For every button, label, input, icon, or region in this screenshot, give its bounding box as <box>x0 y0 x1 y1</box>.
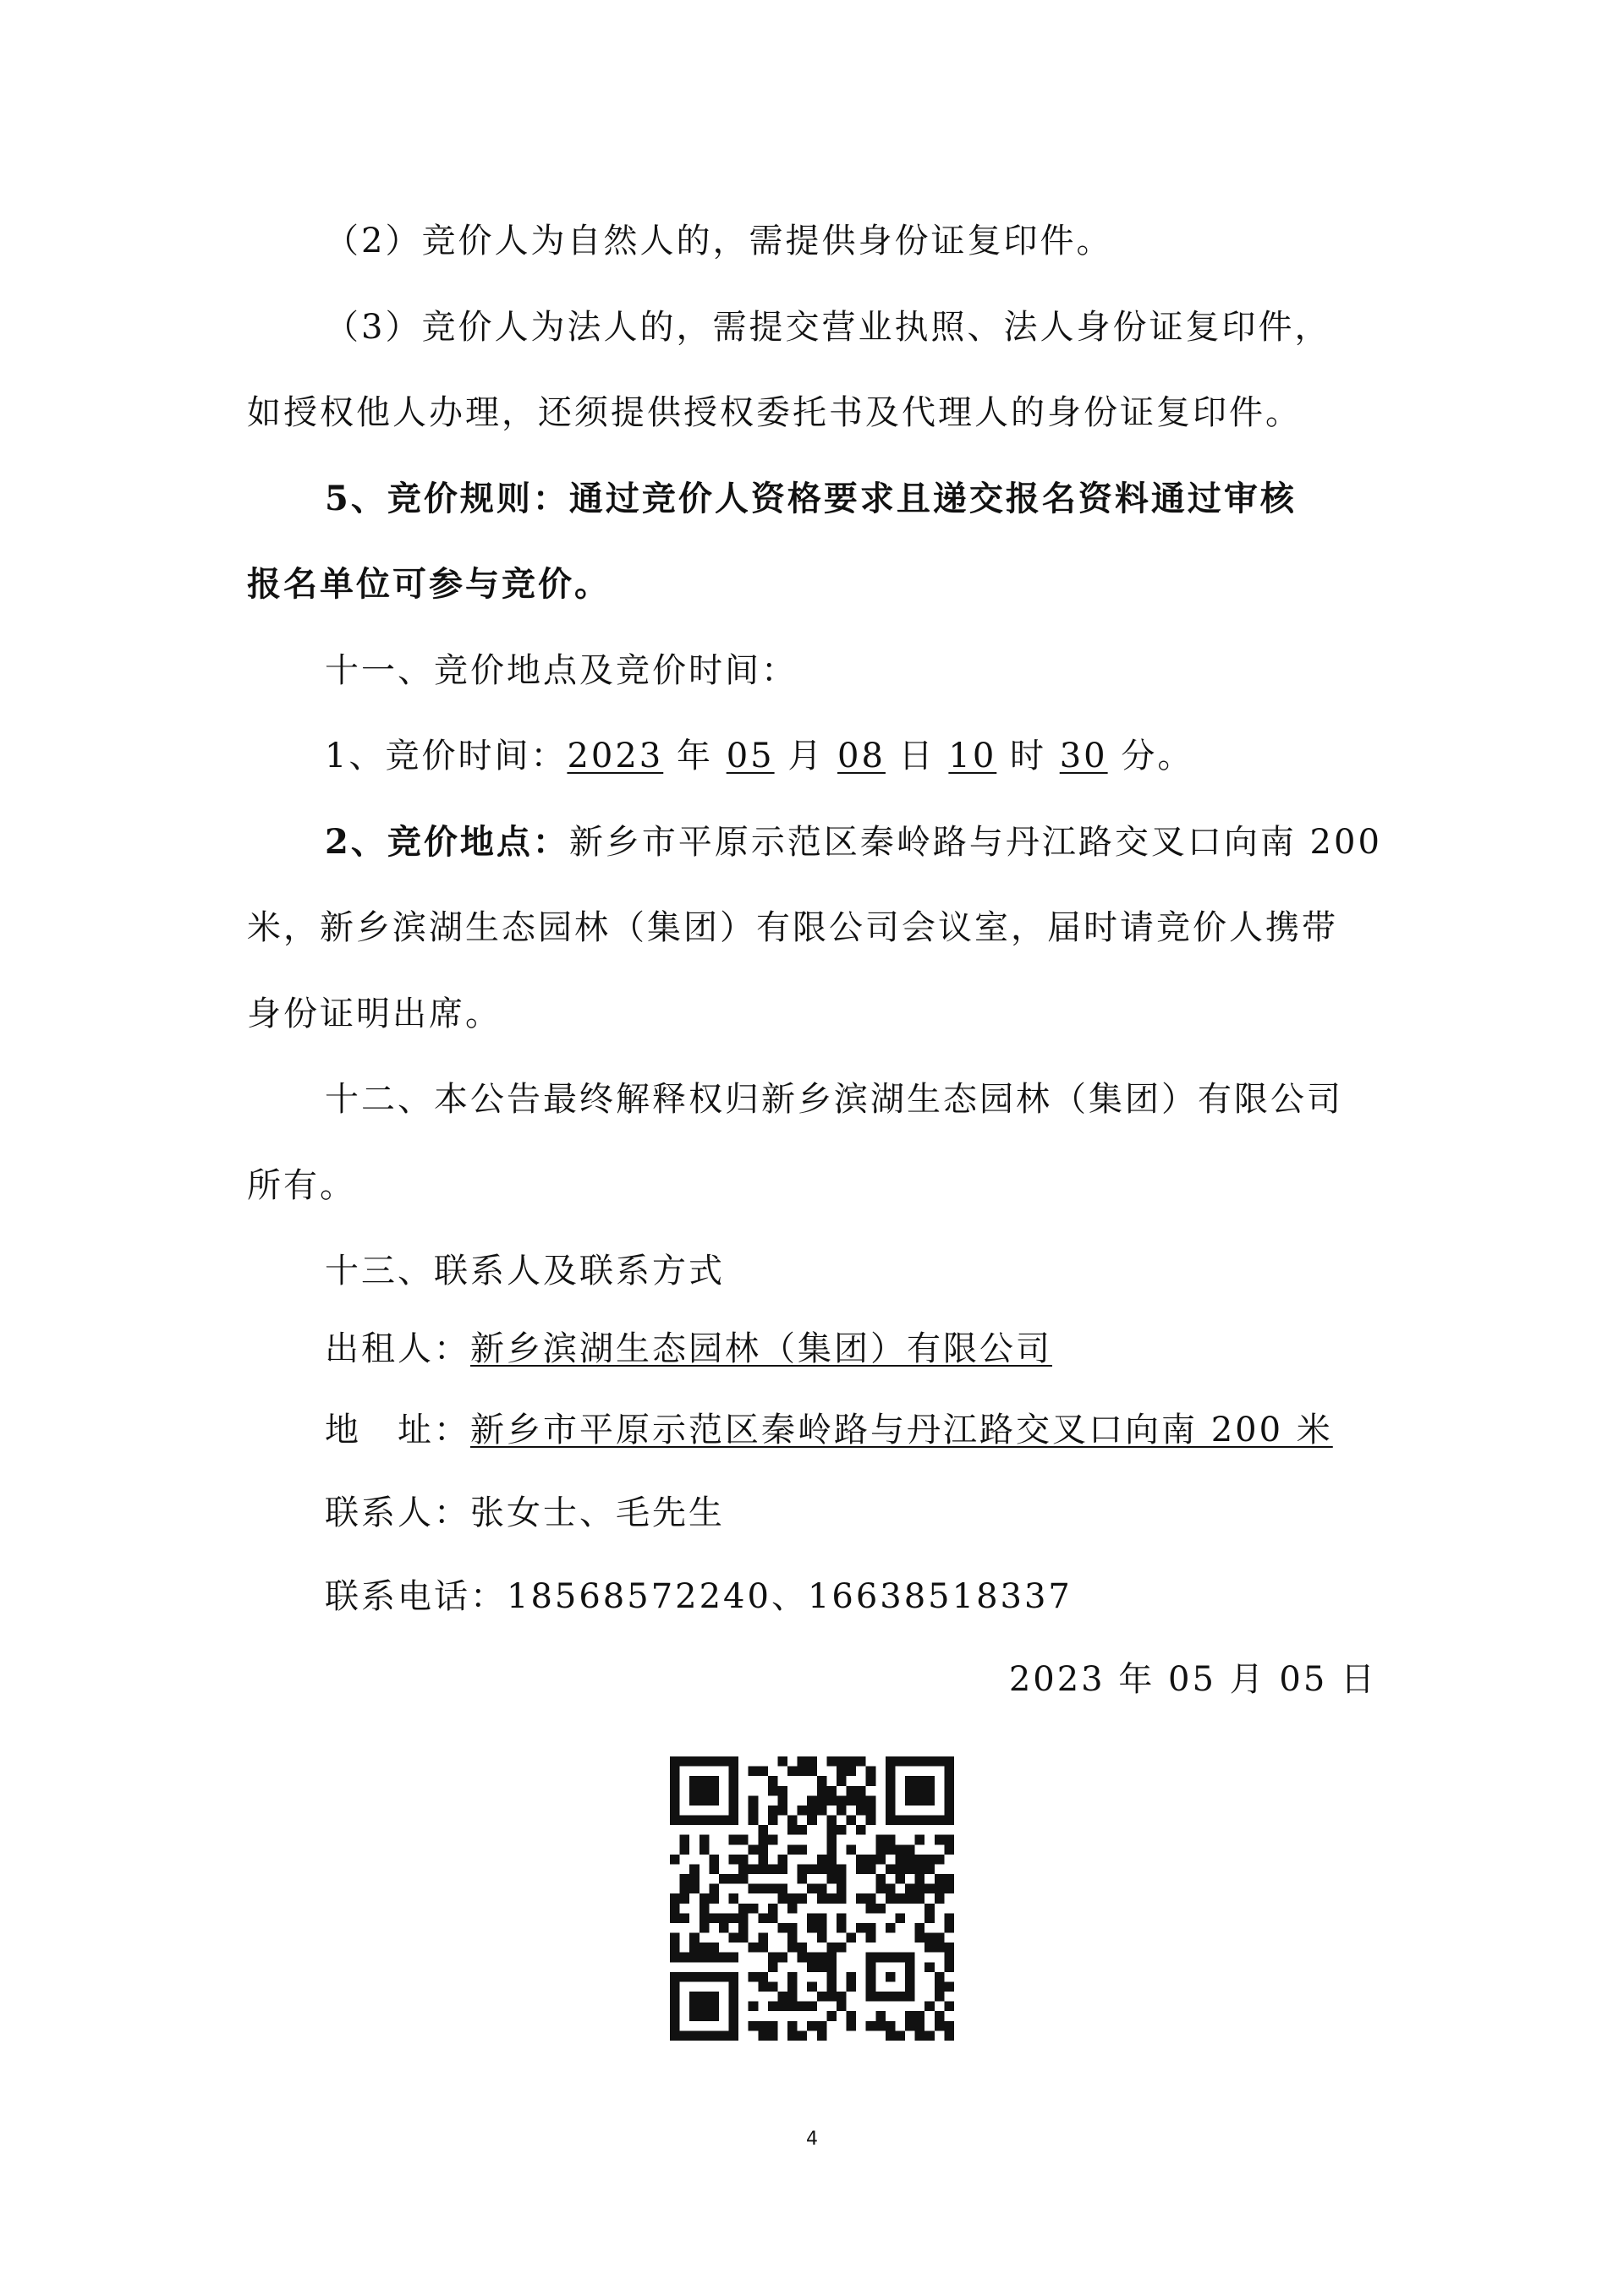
address-value: 新乡市平原示范区秦岭路与丹江路交叉口向南 200 米 <box>470 1411 1333 1449</box>
lessor-value: 新乡滨湖生态园林（集团）有限公司 <box>470 1329 1052 1368</box>
qr-code-icon <box>670 1756 954 2041</box>
hour-unit: 时 <box>1010 737 1046 775</box>
bidding-rule-line1: 5、竞价规则：通过竞价人资格要求且递交报名资料通过审核 <box>325 479 1297 518</box>
announcement-date: 2023 年 05 月 05 日 <box>1008 1660 1377 1699</box>
phone-value: 18568572240、16638518337 <box>507 1577 1073 1616</box>
lessor-row <box>325 1327 1052 1371</box>
bidding-place-line2: 米，新乡滨湖生态园林（集团）有限公司会议室，届时请竞价人携带 <box>247 908 1338 947</box>
bidding-month: 05 <box>726 737 775 775</box>
address-label: 地 址： <box>325 1411 470 1449</box>
bidding-time <box>325 734 1193 778</box>
phone-label: 联系电话： <box>325 1577 507 1616</box>
minute-unit: 分。 <box>1121 737 1194 775</box>
bidding-hour: 10 <box>948 737 997 775</box>
day-unit: 日 <box>898 737 935 775</box>
bidding-place-label: 2、竞价地点： <box>325 822 569 862</box>
contact-row <box>325 1491 725 1535</box>
section-12-line2: 所有。 <box>247 1166 356 1205</box>
paragraph-legal-person-line2: 如授权他人办理，还须提供授权委托书及代理人的身份证复印件。 <box>247 393 1302 432</box>
bidding-place-line3: 身份证明出席。 <box>247 995 502 1033</box>
bidding-place-line1 <box>325 820 1382 864</box>
month-unit: 月 <box>787 737 825 775</box>
contact-value: 张女士、毛先生 <box>470 1493 725 1532</box>
section-12-line1: 十二、本公告最终解释权归新乡滨湖生态园林（集团）有限公司 <box>325 1080 1343 1119</box>
lessor-label: 出租人： <box>325 1329 470 1368</box>
page-number: 4 <box>806 2129 818 2150</box>
paragraph-legal-person-line1: （3）竞价人为法人的，需提交营业执照、法人身份证复印件， <box>325 308 1331 347</box>
phone-row <box>325 1575 1073 1619</box>
paragraph-natural-person: （2）竞价人为自然人的，需提供身份证复印件。 <box>325 222 1113 260</box>
address-row <box>325 1408 1333 1452</box>
bidding-day: 08 <box>837 737 886 775</box>
bidding-place-text: 新乡市平原示范区秦岭路与丹江路交叉口向南 200 <box>568 823 1382 862</box>
section-11-heading: 十一、竞价地点及竞价时间： <box>325 651 798 690</box>
bidding-rule-line2: 报名单位可参与竞价。 <box>247 564 611 604</box>
bidding-minute: 30 <box>1059 737 1108 775</box>
bidding-year: 2023 <box>567 737 664 775</box>
year-unit: 年 <box>676 737 713 775</box>
section-13-heading: 十三、联系人及联系方式 <box>325 1252 725 1290</box>
contact-label: 联系人： <box>325 1493 470 1532</box>
bidding-time-label: 1、竞价时间： <box>325 737 568 775</box>
